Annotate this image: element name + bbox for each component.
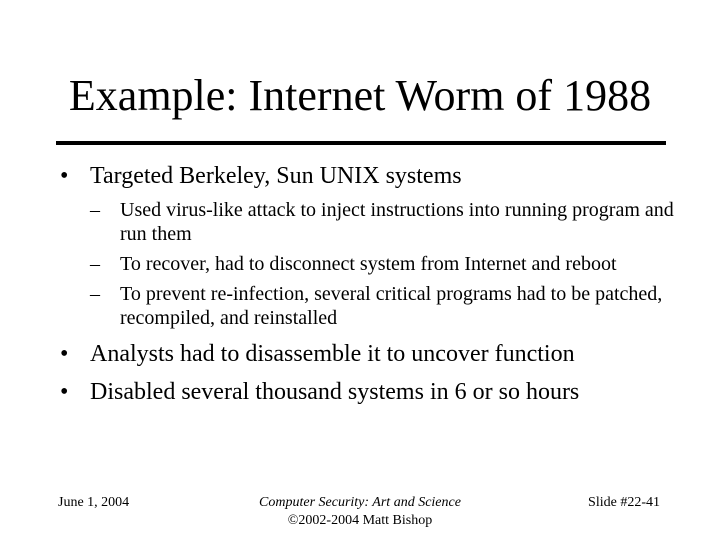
- bullet-icon: •: [60, 163, 69, 189]
- bullet-item: [58, 376, 678, 408]
- sub-bullet-text: Used virus-like attack to inject instructions into running program and run them: [120, 199, 674, 245]
- footer-book-title: Computer Security: Art and Science: [259, 495, 461, 510]
- footer-credit: [210, 494, 510, 530]
- sub-bullet-item: [58, 252, 678, 276]
- title-divider: [56, 141, 666, 145]
- sub-bullet-item: [58, 198, 678, 246]
- bullet-text: Targeted Berkeley, Sun UNIX systems: [90, 163, 462, 189]
- sub-bullet-item: [58, 282, 678, 330]
- sub-bullet-text: To recover, had to disconnect system from Internet and reboot: [120, 253, 617, 275]
- sub-bullet-text: To prevent re-infection, several critical programs had to be patched, recompiled, and reinstalled: [120, 283, 663, 329]
- bullet-text: Analysts had to disassemble it to uncover function: [90, 341, 575, 367]
- dash-icon: –: [90, 199, 100, 221]
- footer-copyright: ©2002-2004 Matt Bishop: [287, 513, 433, 528]
- slide-body: [58, 160, 678, 408]
- slide-title: Example: Internet Worm of 1988: [68, 71, 652, 120]
- bullet-item: [58, 338, 678, 370]
- bullet-text: Disabled several thousand systems in 6 or so hours: [90, 379, 580, 405]
- bullet-icon: •: [60, 341, 69, 367]
- bullet-icon: •: [60, 379, 69, 405]
- footer-date: June 1, 2004: [58, 495, 130, 510]
- dash-icon: –: [90, 283, 100, 305]
- dash-icon: –: [90, 253, 100, 275]
- bullet-item: [58, 160, 678, 192]
- footer-slide-number: Slide #22-41: [588, 495, 660, 510]
